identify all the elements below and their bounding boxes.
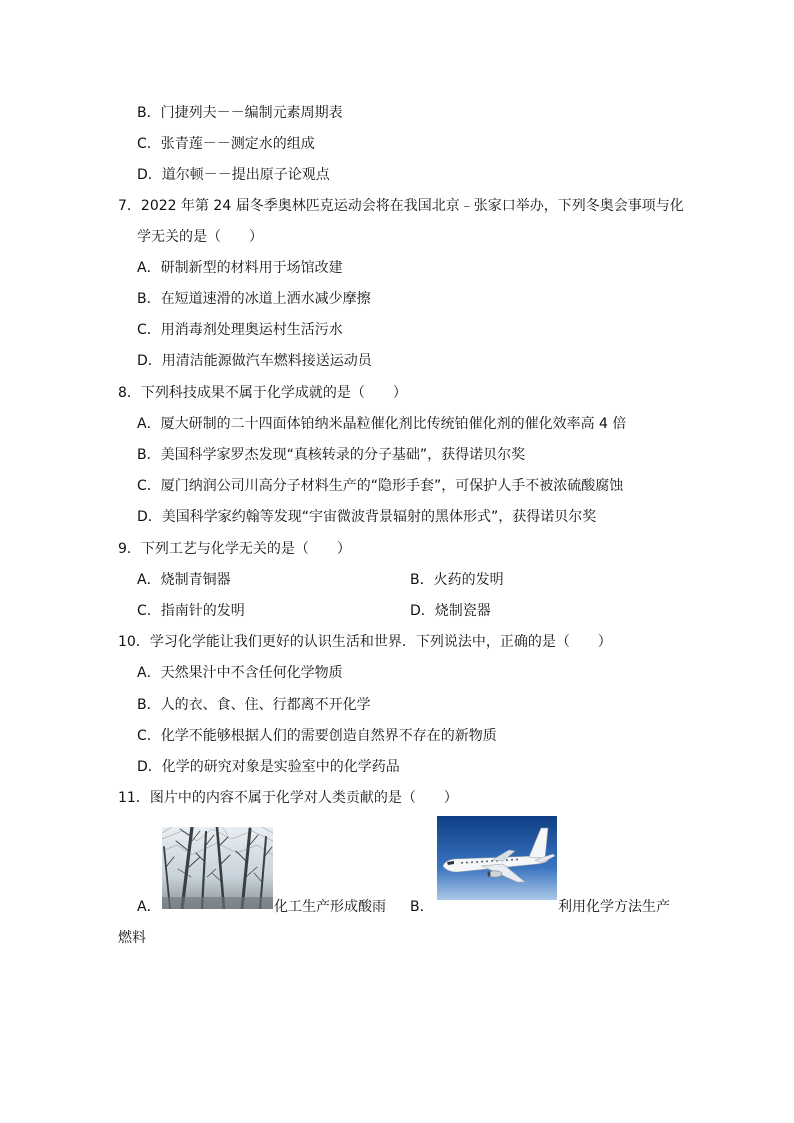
forest-illustration (162, 827, 273, 909)
airplane-illustration (437, 816, 557, 909)
q6-option-d: D．道尔顿－－提出原子论观点 (137, 167, 330, 183)
q8-option-b: B．美国科学家罗杰发现“真核转录的分子基础”，获得诺贝尔奖 (137, 447, 526, 463)
q9-option-b: B．火药的发明 (410, 572, 504, 588)
q8-option-d: D．美国科学家约翰等发现“宇宙微波背景辐射的黑体形式”，获得诺贝尔奖 (137, 509, 597, 525)
q11-option-b-text-wrap: 燃料 (118, 930, 146, 946)
q11-stem: 11．图片中的内容不属于化学对人类贡献的是（ ） (118, 790, 458, 806)
q9-stem: 9．下列工艺与化学无关的是（ ） (118, 541, 351, 557)
q11-option-b-text: 利用化学方法生产 (558, 899, 670, 915)
q7-stem-line2: 学无关的是（ ） (137, 229, 263, 245)
q7-stem-line1: 7．2022 年第 24 届冬季奥林匹克运动会将在我国北京﹣张家口举办，下列冬奥会事项与化 (118, 198, 684, 214)
q11-option-b-label: B． (410, 899, 434, 915)
q9-option-a: A．烧制青铜器 (137, 572, 231, 588)
q7-option-c: C．用消毒剂处理奥运村生活污水 (137, 322, 343, 338)
q11-option-a-text: 化工生产形成酸雨 (274, 899, 386, 915)
q6-option-c: C．张青莲－－测定水的组成 (137, 136, 315, 152)
q10-option-c: C．化学不能够根据人们的需要创造自然界不存在的新物质 (137, 728, 497, 744)
q7-option-b: B．在短道速滑的冰道上洒水减少摩擦 (137, 291, 371, 307)
q10-option-d: D．化学的研究对象是实验室中的化学药品 (137, 759, 400, 775)
q10-option-b: B．人的衣、食、住、行都离不开化学 (137, 697, 371, 713)
q10-stem: 10．学习化学能让我们更好的认识生活和世界．下列说法中，正确的是（ ） (118, 634, 612, 650)
q6-option-b: B．门捷列夫－－编制元素周期表 (137, 105, 343, 121)
q7-option-d: D．用清洁能源做汽车燃料接送运动员 (137, 353, 372, 369)
q8-stem: 8．下列科技成果不属于化学成就的是（ ） (118, 385, 407, 401)
airplane-image (437, 816, 557, 909)
q11-option-a-label: A． (137, 899, 161, 915)
q9-option-c: C．指南针的发明 (137, 603, 245, 619)
q10-option-a: A．天然果汁中不含任何化学物质 (137, 665, 343, 681)
q8-option-c: C．厦门纳润公司川高分子材料生产的“隐形手套”，可保护人手不被浓硫酸腐蚀 (137, 478, 624, 494)
q9-option-d: D．烧制瓷器 (410, 603, 491, 619)
forest-image (162, 827, 273, 909)
q7-option-a: A．研制新型的材料用于场馆改建 (137, 260, 343, 276)
q8-option-a: A．厦大研制的二十四面体铂纳米晶粒催化剂比传统铂催化剂的催化效率高 4 倍 (137, 416, 627, 432)
